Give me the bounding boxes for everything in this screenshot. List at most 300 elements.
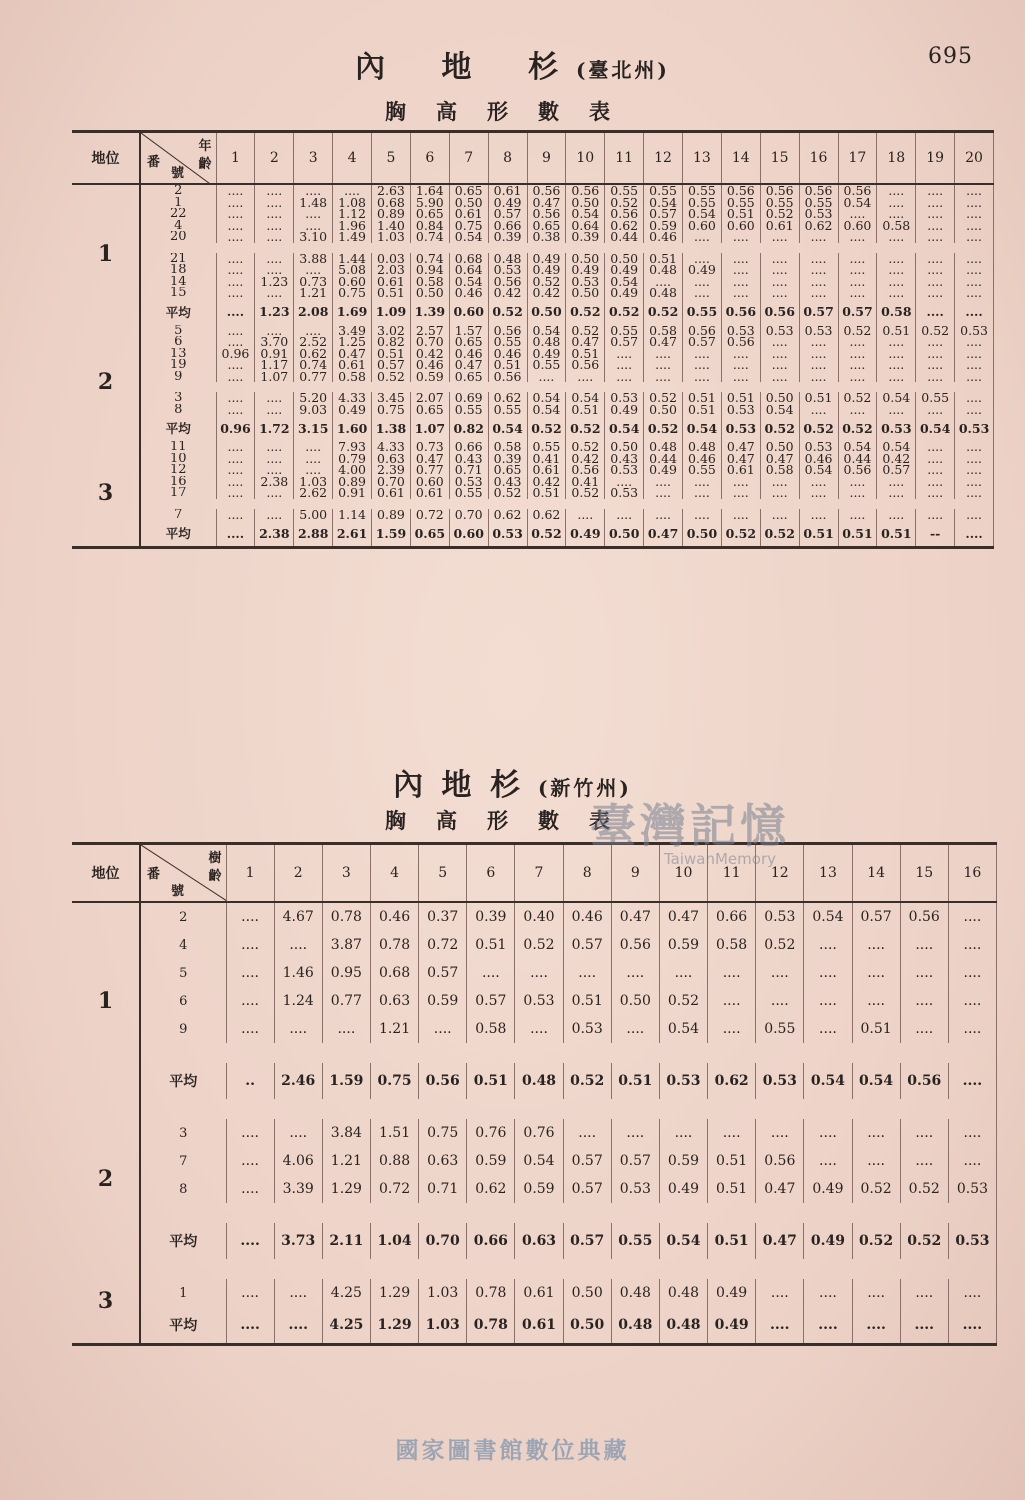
age-column-header: 7	[449, 132, 488, 185]
average-value: 1.69	[333, 299, 372, 325]
section2-title-main: 內 地 杉	[393, 768, 524, 803]
form-factor-value: 0.61	[372, 487, 411, 499]
form-factor-value: ....	[322, 1015, 370, 1043]
form-factor-value: 0.60	[721, 220, 760, 232]
form-factor-value: 0.52	[566, 441, 605, 453]
form-factor-value: 0.46	[799, 453, 838, 465]
form-factor-value: 0.72	[410, 509, 449, 521]
form-factor-value: 0.42	[527, 476, 566, 488]
form-factor-value: 0.65	[449, 371, 488, 383]
form-factor-value: ....	[900, 1279, 948, 1307]
spacer-cell	[140, 1043, 997, 1063]
form-factor-value: ....	[566, 371, 605, 383]
form-factor-value: 0.52	[605, 197, 644, 209]
form-factor-value: ....	[955, 184, 994, 197]
form-factor-value: 0.54	[515, 1147, 563, 1175]
form-factor-value: 0.53	[721, 404, 760, 416]
average-value: 0.50	[683, 520, 722, 548]
average-value: ....	[852, 1307, 900, 1345]
form-factor-value: ....	[852, 1147, 900, 1175]
site-class-cell: 2	[72, 1099, 140, 1259]
form-factor-value: 0.46	[644, 231, 683, 243]
form-factor-value: ....	[644, 276, 683, 288]
form-factor-value: 0.54	[760, 404, 799, 416]
form-factor-value: 0.39	[467, 902, 515, 931]
form-factor-value: 0.76	[467, 1119, 515, 1147]
form-factor-value: 0.52	[566, 487, 605, 499]
table-row	[72, 476, 994, 488]
form-factor-value: 0.55	[799, 197, 838, 209]
tree-number: 15	[140, 287, 216, 299]
form-factor-value: 0.58	[488, 441, 527, 453]
form-factor-value: 0.50	[566, 287, 605, 299]
form-factor-value: 0.61	[333, 359, 372, 371]
form-factor-value: 5.20	[294, 392, 333, 404]
age-column-header: 4	[333, 132, 372, 185]
form-factor-value: 0.56	[527, 208, 566, 220]
form-factor-value: ....	[216, 476, 255, 488]
table-body	[72, 902, 997, 1345]
form-factor-value: 0.47	[756, 1175, 804, 1203]
form-factor-value: 0.89	[372, 208, 411, 220]
form-factor-value: ....	[294, 325, 333, 337]
section1-title-main: 內 地 杉	[355, 50, 562, 85]
form-factor-value: 0.53	[605, 464, 644, 476]
tree-number: 9	[140, 1015, 226, 1043]
average-value: 0.52	[799, 415, 838, 441]
form-factor-value: 0.54	[449, 231, 488, 243]
form-factor-value: 0.52	[659, 987, 707, 1015]
form-factor-value: 0.56	[566, 184, 605, 197]
form-factor-value: ....	[955, 276, 994, 288]
average-value: 0.47	[756, 1223, 804, 1259]
form-factor-value: ....	[226, 959, 274, 987]
form-factor-value: 0.51	[683, 392, 722, 404]
form-factor-value: ....	[216, 208, 255, 220]
form-factor-value: ....	[955, 371, 994, 383]
form-factor-value: 0.57	[563, 1147, 611, 1175]
form-factor-value: 0.51	[852, 1015, 900, 1043]
form-factor-value: ....	[611, 959, 659, 987]
form-factor-value: ....	[760, 487, 799, 499]
form-factor-value: 0.57	[877, 464, 916, 476]
form-factor-value: ....	[900, 1015, 948, 1043]
form-factor-value: ....	[294, 184, 333, 197]
diag-label-bottom: 號	[171, 166, 185, 181]
form-factor-value: 0.56	[721, 336, 760, 348]
form-factor-value: 0.73	[294, 276, 333, 288]
form-factor-value: 1.03	[419, 1279, 467, 1307]
form-factor-value: ....	[799, 264, 838, 276]
form-factor-value: ....	[563, 959, 611, 987]
form-factor-value: 0.46	[370, 902, 418, 931]
form-factor-value: 5.08	[333, 264, 372, 276]
table-row	[72, 264, 994, 276]
form-factor-value: 0.43	[449, 453, 488, 465]
diag-label-left: 番	[147, 867, 161, 882]
form-factor-value: 0.53	[721, 325, 760, 337]
form-factor-value: ....	[216, 220, 255, 232]
form-factor-value: 0.50	[611, 987, 659, 1015]
average-value: 0.50	[605, 520, 644, 548]
average-value: 1.03	[419, 1307, 467, 1345]
table-row	[72, 184, 994, 197]
age-column-header: 13	[804, 844, 852, 903]
form-factor-value: 0.54	[799, 464, 838, 476]
form-factor-value: 0.61	[527, 464, 566, 476]
average-value: 0.66	[467, 1223, 515, 1259]
form-factor-value: 0.47	[333, 348, 372, 360]
average-value: ....	[916, 299, 955, 325]
table-body	[72, 184, 994, 548]
average-value: 0.47	[644, 520, 683, 548]
form-factor-value: 0.66	[488, 220, 527, 232]
age-column-header: 12	[756, 844, 804, 903]
form-factor-value: 0.60	[683, 220, 722, 232]
spacer-row	[72, 1099, 997, 1119]
form-factor-value: 0.57	[419, 959, 467, 987]
page-number: 695	[928, 44, 973, 69]
watermark-logo: 臺灣記憶	[590, 799, 790, 853]
average-value: 0.56	[760, 299, 799, 325]
form-factor-value: 0.56	[760, 184, 799, 197]
form-factor-value: ....	[721, 476, 760, 488]
average-value: 0.52	[563, 1063, 611, 1099]
form-factor-value: ....	[294, 441, 333, 453]
form-factor-value: 0.50	[644, 404, 683, 416]
form-factor-value: 0.61	[721, 464, 760, 476]
tree-number: 17	[140, 487, 216, 499]
average-value: 0.53	[955, 415, 994, 441]
average-value: 0.49	[804, 1223, 852, 1259]
form-factor-value: ....	[916, 509, 955, 521]
form-factor-value: 0.56	[488, 325, 527, 337]
average-value: 0.54	[804, 1063, 852, 1099]
table-header	[72, 132, 994, 185]
form-factor-value: 0.54	[527, 392, 566, 404]
form-factor-value: ....	[799, 287, 838, 299]
form-factor-value: ....	[916, 348, 955, 360]
table-row	[72, 1279, 997, 1307]
form-factor-value: ....	[838, 264, 877, 276]
form-factor-value: 0.49	[804, 1175, 852, 1203]
form-factor-value: ....	[226, 987, 274, 1015]
form-factor-value: 0.51	[566, 348, 605, 360]
form-factor-value: 0.56	[566, 464, 605, 476]
form-factor-value: 0.74	[294, 359, 333, 371]
form-factor-value: 0.65	[449, 336, 488, 348]
form-factor-value: ....	[900, 987, 948, 1015]
average-value: 0.61	[515, 1307, 563, 1345]
form-factor-value: 0.53	[955, 325, 994, 337]
form-factor-value: 0.74	[410, 231, 449, 243]
average-value: 1.29	[370, 1307, 418, 1345]
form-factor-value: 0.54	[527, 325, 566, 337]
table-row	[72, 371, 994, 383]
form-factor-value: ....	[838, 231, 877, 243]
form-factor-value: ....	[955, 453, 994, 465]
form-factor-value: ....	[683, 348, 722, 360]
form-factor-value: 0.52	[488, 487, 527, 499]
form-factor-value: 0.47	[659, 902, 707, 931]
average-value: ....	[804, 1307, 852, 1345]
average-value: 0.51	[708, 1223, 756, 1259]
form-factor-value: ....	[721, 509, 760, 521]
tree-number: 18	[140, 264, 216, 276]
form-factor-value: ....	[948, 1015, 996, 1043]
table-row	[72, 487, 994, 499]
age-column-header: 20	[955, 132, 994, 185]
form-factor-value: 0.50	[563, 1279, 611, 1307]
average-value: 0.56	[900, 1063, 948, 1099]
form-factor-value: ....	[226, 902, 274, 931]
form-factor-value: ....	[255, 325, 294, 337]
table-row	[72, 276, 994, 288]
form-factor-value: 0.53	[799, 208, 838, 220]
form-factor-value: ....	[955, 476, 994, 488]
form-factor-value: 0.71	[419, 1175, 467, 1203]
form-factor-value: ....	[948, 1119, 996, 1147]
form-factor-value: 0.51	[708, 1147, 756, 1175]
form-factor-value: 0.58	[760, 464, 799, 476]
diag-label-right: 齡	[208, 869, 222, 884]
form-factor-value: ....	[708, 1119, 756, 1147]
average-value: 0.52	[852, 1223, 900, 1259]
form-factor-value: 0.58	[708, 931, 756, 959]
table-row	[72, 453, 994, 465]
average-value: 0.52	[900, 1223, 948, 1259]
form-factor-value: 0.55	[527, 359, 566, 371]
site-class-cell: 1	[72, 902, 140, 1099]
form-factor-value: 0.62	[527, 509, 566, 521]
form-factor-value: ....	[799, 404, 838, 416]
form-factor-value: 0.53	[799, 441, 838, 453]
average-row	[72, 415, 994, 441]
form-factor-value: 0.59	[515, 1175, 563, 1203]
spacer-row	[72, 499, 994, 509]
age-column-header: 6	[410, 132, 449, 185]
spacer-cell	[140, 499, 994, 509]
form-factor-value: 0.77	[410, 464, 449, 476]
table-row	[72, 208, 994, 220]
form-factor-value: ....	[948, 1147, 996, 1175]
average-value: 0.65	[410, 520, 449, 548]
form-factor-value: ....	[644, 359, 683, 371]
number-age-diagonal-header	[140, 844, 226, 903]
form-factor-value: ....	[838, 276, 877, 288]
form-factor-value: 0.61	[515, 1279, 563, 1307]
form-factor-value: ....	[216, 509, 255, 521]
form-factor-value: 0.62	[605, 220, 644, 232]
form-factor-value: 0.55	[605, 325, 644, 337]
form-factor-value: 0.49	[683, 264, 722, 276]
average-value: 0.63	[515, 1223, 563, 1259]
form-factor-value: 0.65	[488, 464, 527, 476]
form-factor-value: ....	[799, 359, 838, 371]
form-factor-value: ....	[605, 476, 644, 488]
average-value: 0.57	[838, 299, 877, 325]
form-factor-value: 0.95	[322, 959, 370, 987]
form-factor-value: ....	[756, 959, 804, 987]
average-value: ....	[955, 520, 994, 548]
average-value: 0.56	[419, 1063, 467, 1099]
form-factor-value: 9.03	[294, 404, 333, 416]
average-value: 2.08	[294, 299, 333, 325]
form-factor-value: ....	[255, 453, 294, 465]
form-factor-value: ....	[216, 404, 255, 416]
age-column-header: 2	[274, 844, 322, 903]
diag-label-top: 年	[198, 139, 212, 154]
table-row	[72, 404, 994, 416]
form-factor-value: ....	[255, 441, 294, 453]
average-value: 0.54	[683, 415, 722, 441]
form-factor-value: 0.53	[566, 276, 605, 288]
form-factor-value: 0.54	[644, 197, 683, 209]
form-factor-value: 0.40	[515, 902, 563, 931]
form-factor-value: 0.03	[372, 253, 411, 265]
form-factor-value: ....	[955, 487, 994, 499]
average-value: 1.04	[370, 1223, 418, 1259]
form-factor-value: 0.53	[756, 902, 804, 931]
form-factor-value: 1.57	[449, 325, 488, 337]
form-factor-value: 0.57	[852, 902, 900, 931]
form-factor-value: 0.55	[756, 1015, 804, 1043]
form-factor-value: ....	[877, 264, 916, 276]
form-factor-value: 0.46	[683, 453, 722, 465]
table-row	[72, 987, 997, 1015]
age-column-header: 17	[838, 132, 877, 185]
form-factor-value: ....	[255, 197, 294, 209]
form-factor-value: 0.75	[333, 287, 372, 299]
form-factor-value: 0.54	[804, 902, 852, 931]
age-column-header: 10	[566, 132, 605, 185]
average-value: 0.53	[948, 1223, 996, 1259]
form-factor-value: 0.44	[644, 453, 683, 465]
form-factor-value: 1.46	[274, 959, 322, 987]
site-class-cell: 1	[72, 184, 140, 325]
form-factor-value: ....	[721, 276, 760, 288]
average-value: 0.54	[605, 415, 644, 441]
form-factor-value: 0.51	[527, 487, 566, 499]
table-row	[72, 253, 994, 265]
form-factor-value: ....	[216, 371, 255, 383]
form-factor-value: 3.39	[274, 1175, 322, 1203]
form-factor-value: ....	[760, 509, 799, 521]
form-factor-value: 0.62	[294, 348, 333, 360]
form-factor-value: ....	[900, 931, 948, 959]
form-factor-value: 0.56	[566, 359, 605, 371]
form-factor-value: 0.57	[563, 931, 611, 959]
form-factor-value: ....	[467, 959, 515, 987]
form-factor-value: 0.59	[410, 371, 449, 383]
form-factor-value: ....	[216, 184, 255, 197]
table-row	[72, 1175, 997, 1203]
form-factor-value: 0.50	[760, 392, 799, 404]
form-factor-value: ....	[877, 287, 916, 299]
form-factor-value: 0.56	[799, 184, 838, 197]
form-factor-value: ....	[683, 253, 722, 265]
form-factor-value: ....	[683, 287, 722, 299]
form-factor-value: ....	[605, 509, 644, 521]
table-row	[72, 287, 994, 299]
average-value: 0.52	[566, 415, 605, 441]
form-factor-value: 0.50	[449, 197, 488, 209]
average-value: 0.57	[799, 299, 838, 325]
form-factor-value: 0.55	[527, 441, 566, 453]
form-factor-value: 0.50	[566, 253, 605, 265]
form-factor-value: 0.61	[372, 276, 411, 288]
form-factor-value: 0.50	[605, 253, 644, 265]
average-value: 1.72	[255, 415, 294, 441]
form-factor-value: 0.54	[877, 441, 916, 453]
form-factor-value: 0.78	[467, 1279, 515, 1307]
form-factor-value: 0.63	[419, 1147, 467, 1175]
tree-number: 6	[140, 987, 226, 1015]
form-factor-value: 0.68	[372, 197, 411, 209]
section1-title	[0, 42, 1025, 86]
form-factor-value: ....	[916, 441, 955, 453]
spacer-row	[72, 1259, 997, 1279]
form-factor-value: 0.54	[605, 276, 644, 288]
average-value: 3.73	[274, 1223, 322, 1259]
form-factor-value: 1.96	[333, 220, 372, 232]
form-factor-value: ....	[838, 476, 877, 488]
form-factor-value: 0.41	[566, 476, 605, 488]
form-factor-value: 0.53	[605, 487, 644, 499]
form-factor-value: ....	[683, 231, 722, 243]
table-row	[72, 359, 994, 371]
table-row	[72, 220, 994, 232]
form-factor-value: ....	[916, 276, 955, 288]
form-factor-value: ....	[255, 264, 294, 276]
form-factor-value: 0.48	[644, 287, 683, 299]
form-factor-value: ....	[916, 184, 955, 197]
form-factor-value: 0.53	[948, 1175, 996, 1203]
form-factor-value: 0.61	[410, 487, 449, 499]
diag-label-right: 齡	[198, 157, 212, 172]
section1-title-region: (臺北州)	[575, 58, 670, 82]
form-factor-value: 4.06	[274, 1147, 322, 1175]
average-value: 0.54	[488, 415, 527, 441]
form-factor-value: 0.60	[333, 276, 372, 288]
average-value: 0.52	[644, 415, 683, 441]
average-value: 0.52	[566, 299, 605, 325]
age-column-header: 1	[226, 844, 274, 903]
form-factor-value: 0.39	[488, 231, 527, 243]
tree-number: 19	[140, 359, 216, 371]
average-value: 1.39	[410, 299, 449, 325]
form-factor-value: ....	[955, 392, 994, 404]
form-factor-value: ....	[274, 1279, 322, 1307]
form-factor-value: 2.52	[294, 336, 333, 348]
age-column-header: 18	[877, 132, 916, 185]
form-factor-value: 0.48	[488, 253, 527, 265]
form-factor-value: ....	[916, 404, 955, 416]
form-factor-value: ....	[799, 336, 838, 348]
form-factor-value: 0.53	[611, 1175, 659, 1203]
form-factor-value: ....	[721, 231, 760, 243]
form-factor-value: ....	[955, 264, 994, 276]
form-factor-value: ....	[760, 231, 799, 243]
form-factor-value: ....	[916, 371, 955, 383]
form-factor-value: ....	[274, 931, 322, 959]
form-factor-value: 0.57	[644, 208, 683, 220]
table-row	[72, 336, 994, 348]
form-factor-value: 0.53	[605, 392, 644, 404]
form-factor-value: ....	[799, 487, 838, 499]
form-factor-value: ....	[877, 276, 916, 288]
average-row	[72, 1063, 997, 1099]
